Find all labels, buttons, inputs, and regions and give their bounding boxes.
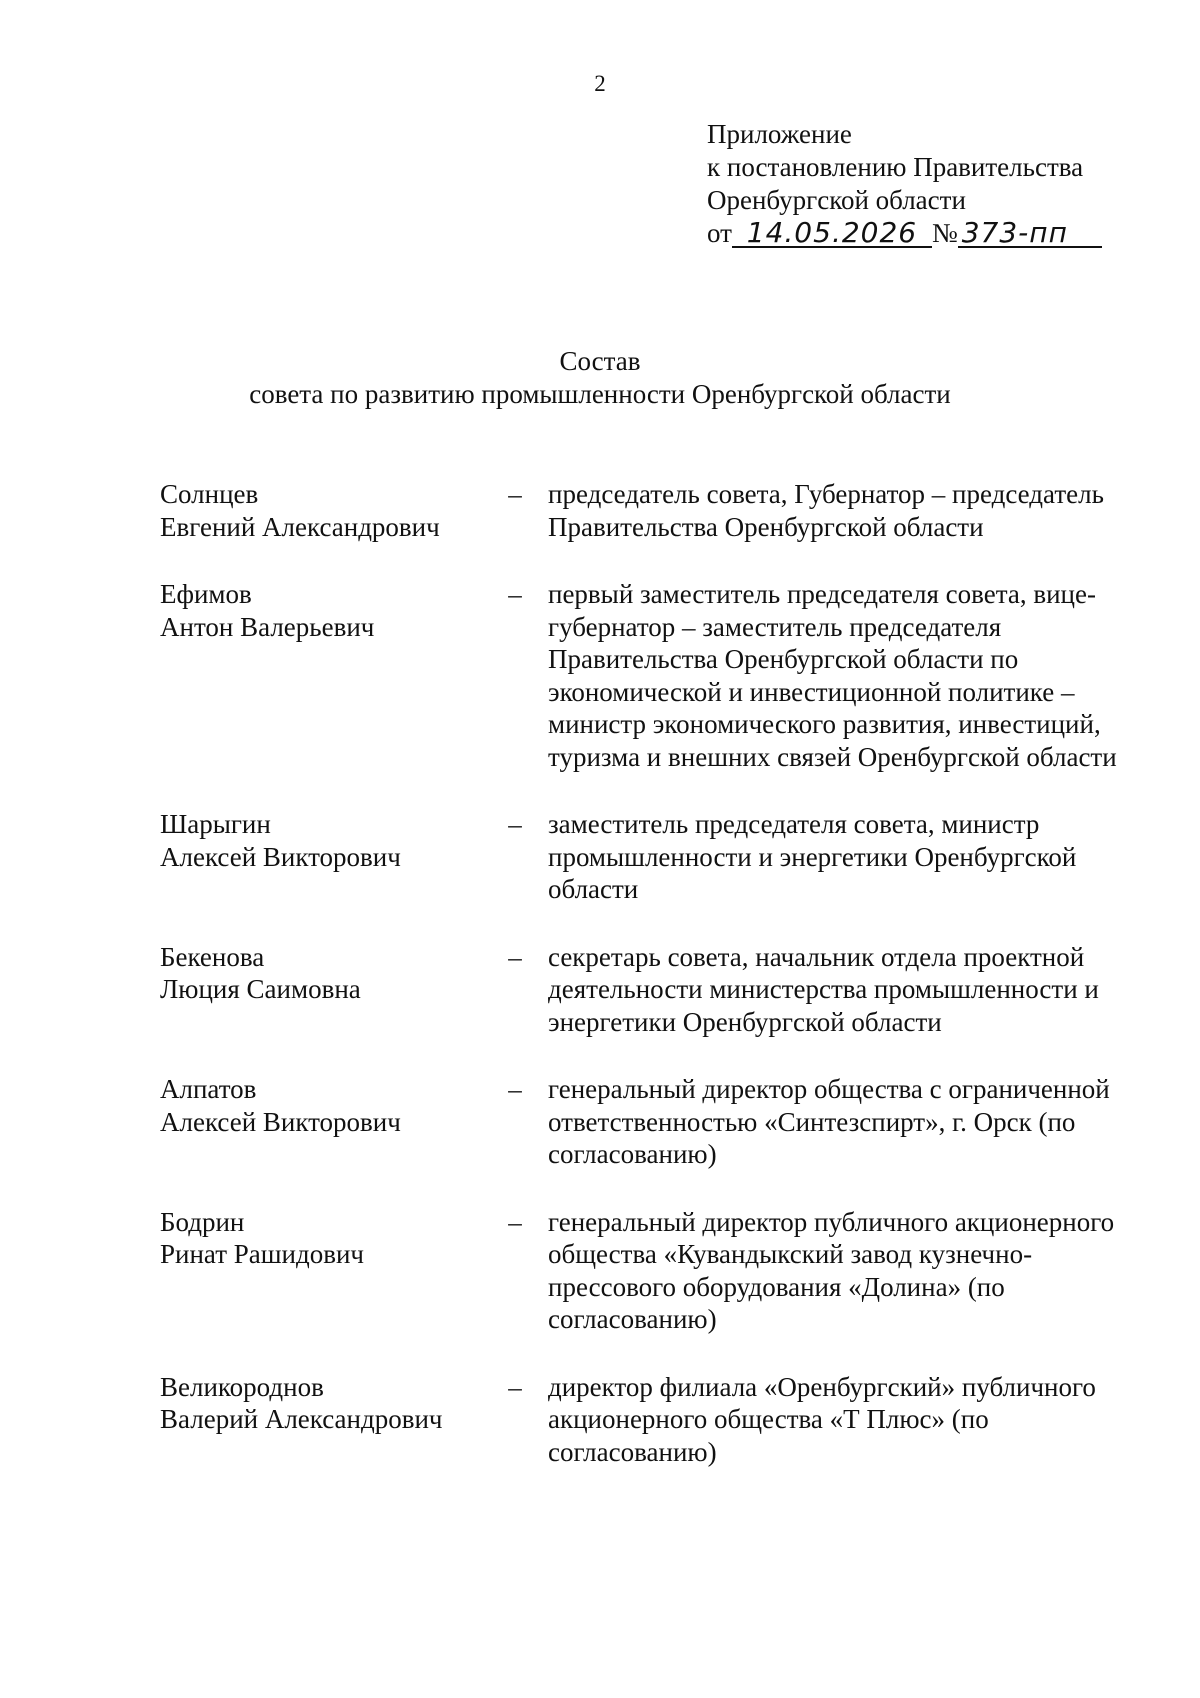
member-surname: Бекенова [160, 941, 265, 972]
separator-dash: – [508, 1206, 522, 1237]
member-name [160, 1371, 490, 1436]
member-given-names: Люция Саимовна [160, 974, 361, 1004]
appendix-header [707, 118, 1102, 250]
member-role: председатель совета, Губернатор – председатель Правительства Оренбургской области [548, 479, 1104, 542]
member-name [160, 941, 490, 1006]
member-entry [160, 1206, 1140, 1336]
appendix-line-2: к постановлению Правительства [707, 152, 1084, 182]
member-role: директор филиала «Оренбургский» публичного акционерного общества «Т Плюс» (по согласованию) [548, 1371, 1096, 1467]
separator-dash: – [508, 1371, 522, 1402]
member-given-names: Алексей Викторович [160, 841, 401, 872]
appendix-line-1: Приложение [707, 119, 852, 149]
member-name [160, 578, 490, 643]
member-role: первый заместитель председателя совета, вице-губернатор – заместитель председателя Правительства Оренбургской области по экономической и инвестиционной политике – министр экономического развития, инвестиций, туризма и внешних связей Оренбургской области [548, 579, 1117, 772]
page-number: 2 [594, 71, 606, 96]
council-roster [160, 478, 1140, 1503]
separator-dash: – [508, 809, 522, 839]
member-name [160, 1073, 490, 1138]
member-entry [160, 578, 1140, 773]
member-entry [160, 1073, 1140, 1171]
date-prefix: от [707, 218, 732, 248]
member-name [160, 1206, 490, 1271]
member-given-names: Алексей Викторович [160, 1106, 401, 1137]
document-title: Состав [559, 346, 641, 376]
member-surname: Бодрин [160, 1206, 245, 1237]
separator-dash: – [508, 1074, 522, 1104]
member-surname: Алпатов [160, 1074, 257, 1104]
member-surname: Ефимов [160, 579, 252, 609]
appendix-line-3: Оренбургской области [707, 185, 966, 215]
member-entry [160, 808, 1140, 906]
member-surname: Великороднов [160, 1371, 324, 1402]
handwritten-date: 14.05.2026 [732, 220, 932, 248]
member-role: генеральный директор публичного акционерного общества «Кувандыкский завод кузнечно-прессового оборудования «Долина» (по согласованию) [548, 1206, 1115, 1334]
member-name [160, 808, 490, 873]
member-surname: Шарыгин [160, 809, 271, 839]
member-given-names: Ринат Рашидович [160, 1239, 365, 1269]
member-entry [160, 478, 1140, 543]
member-name [160, 478, 490, 543]
separator-dash: – [508, 941, 522, 972]
member-given-names: Антон Валерьевич [160, 611, 375, 642]
member-role: генеральный директор общества с ограниченной ответственностью «Синтезспирт», г. Орск (по согласованию) [548, 1074, 1110, 1169]
member-surname: Солнцев [160, 479, 259, 509]
separator-dash: – [508, 479, 522, 509]
member-given-names: Евгений Александрович [160, 511, 440, 542]
handwritten-number: 373-пп [958, 220, 1102, 248]
member-role: секретарь совета, начальник отдела проектной деятельности министерства промышленности и энергетики Оренбургской области [548, 941, 1099, 1037]
member-role: заместитель председателя совета, министр промышленности и энергетики Оренбургской области [548, 809, 1077, 904]
member-entry [160, 1371, 1140, 1469]
appendix-date-line [707, 217, 1102, 250]
member-given-names: Валерий Александрович [160, 1404, 443, 1434]
separator-dash: – [508, 579, 522, 609]
member-entry [160, 941, 1140, 1039]
number-prefix: № [931, 218, 958, 248]
document-subtitle: совета по развитию промышленности Оренбургской области [249, 379, 951, 409]
